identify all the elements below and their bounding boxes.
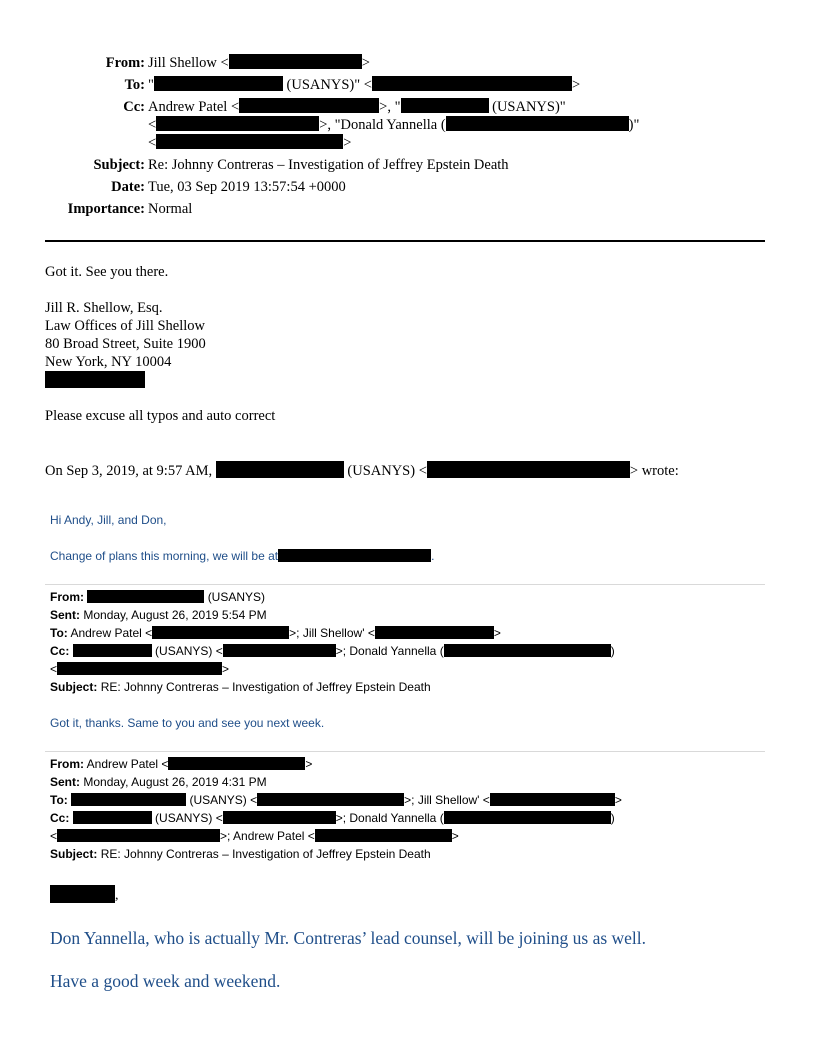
redaction xyxy=(444,811,611,824)
to-label: To: xyxy=(124,77,145,93)
q3-subject: Subject: RE: Johnny Contreras – Investigation of Jeffrey Epstein Death xyxy=(50,847,431,861)
quote-divider xyxy=(45,751,765,752)
redaction xyxy=(239,98,379,113)
redaction xyxy=(73,811,152,824)
salutation: , xyxy=(50,885,119,904)
header-date-row xyxy=(0,178,816,196)
redaction xyxy=(73,644,152,657)
subject-label: Subject: xyxy=(93,157,145,173)
redaction xyxy=(50,885,115,903)
redaction xyxy=(57,662,222,675)
date-label: Date: xyxy=(111,179,145,195)
redaction xyxy=(87,590,204,603)
quote-divider xyxy=(45,584,765,585)
signature-firm: Law Offices of Jill Shellow xyxy=(45,318,206,334)
redaction xyxy=(257,793,404,806)
redaction xyxy=(446,116,629,131)
subject-value: Re: Johnny Contreras – Investigation of Jeffrey Epstein Death xyxy=(148,157,509,173)
redaction xyxy=(154,76,283,91)
q2-cc: Cc: (USANYS) < >; Donald Yannella ( ) xyxy=(50,644,615,658)
redaction xyxy=(278,549,431,562)
cc-label: Cc: xyxy=(123,99,145,115)
signature-street: 80 Broad Street, Suite 1900 xyxy=(45,336,206,352)
importance-value: Normal xyxy=(148,201,193,217)
quoted-body: Change of plans this morning, we will be at . xyxy=(50,549,435,563)
redaction xyxy=(427,461,630,478)
redaction xyxy=(490,793,615,806)
q3-sent: Sent: Monday, August 26, 2019 4:31 PM xyxy=(50,775,267,789)
redaction xyxy=(45,371,145,388)
reply-line: Got it. See you there. xyxy=(45,264,169,280)
from-name: Jill Shellow < xyxy=(148,55,229,71)
q3-body-line2: Have a good week and weekend. xyxy=(50,971,281,991)
redaction xyxy=(223,644,336,657)
redaction xyxy=(444,644,611,657)
signature-name: Jill R. Shellow, Esq. xyxy=(45,300,163,316)
q2-from: From: (USANYS) xyxy=(50,590,266,604)
q2-body: Got it, thanks. Same to you and see you next week. xyxy=(50,716,325,730)
redaction xyxy=(223,811,336,824)
importance-label: Importance: xyxy=(67,201,145,217)
redaction xyxy=(57,829,220,842)
q3-to: To: (USANYS) < >; Jill Shellow' < > xyxy=(50,793,622,807)
header-from-row: From: Jill Shellow < > xyxy=(0,54,816,72)
header-subject-row xyxy=(0,156,816,174)
header-divider xyxy=(45,240,765,242)
header-cc-row: Cc: Andrew Patel < >, " (USANYS)" xyxy=(0,98,816,116)
header-cc-line3: < > xyxy=(148,135,352,151)
redaction xyxy=(229,54,362,69)
q3-cc-line2: < >; Andrew Patel < > xyxy=(50,829,459,843)
redaction xyxy=(156,116,319,131)
date-value: Tue, 03 Sep 2019 13:57:54 +0000 xyxy=(148,179,346,195)
redaction xyxy=(71,793,186,806)
header-to-row: To: " (USANYS)" < > xyxy=(0,76,816,94)
greeting: Hi Andy, Jill, and Don, xyxy=(50,513,167,527)
on-wrote-line: On Sep 3, 2019, at 9:57 AM, (USANYS) < > wrote: xyxy=(45,463,679,479)
q3-body-line1: Don Yannella, who is actually Mr. Contreras’ lead counsel, will be joining us as well. xyxy=(50,928,647,948)
q2-sent: Sent: Monday, August 26, 2019 5:54 PM xyxy=(50,608,267,622)
redaction xyxy=(375,626,494,639)
redaction xyxy=(401,98,489,113)
signature-city: New York, NY 10004 xyxy=(45,354,172,370)
header-cc-line2: < >, "Donald Yannella ( )" xyxy=(148,117,640,133)
q2-subject: Subject: RE: Johnny Contreras – Investigation of Jeffrey Epstein Death xyxy=(50,680,431,694)
redaction xyxy=(168,757,305,770)
q2-cc-line2: < > xyxy=(50,662,230,676)
redaction xyxy=(216,461,344,478)
redaction xyxy=(152,626,289,639)
redaction xyxy=(372,76,572,91)
q2-to: To: Andrew Patel < >; Jill Shellow' < > xyxy=(50,626,501,640)
from-label: From: xyxy=(105,55,145,71)
redaction xyxy=(315,829,452,842)
redaction xyxy=(156,134,343,149)
excuse-line: Please excuse all typos and auto correct xyxy=(45,408,276,424)
q3-from: From: Andrew Patel < > xyxy=(50,757,313,771)
q3-cc: Cc: (USANYS) < >; Donald Yannella ( ) xyxy=(50,811,615,825)
header-importance-row xyxy=(0,200,816,218)
